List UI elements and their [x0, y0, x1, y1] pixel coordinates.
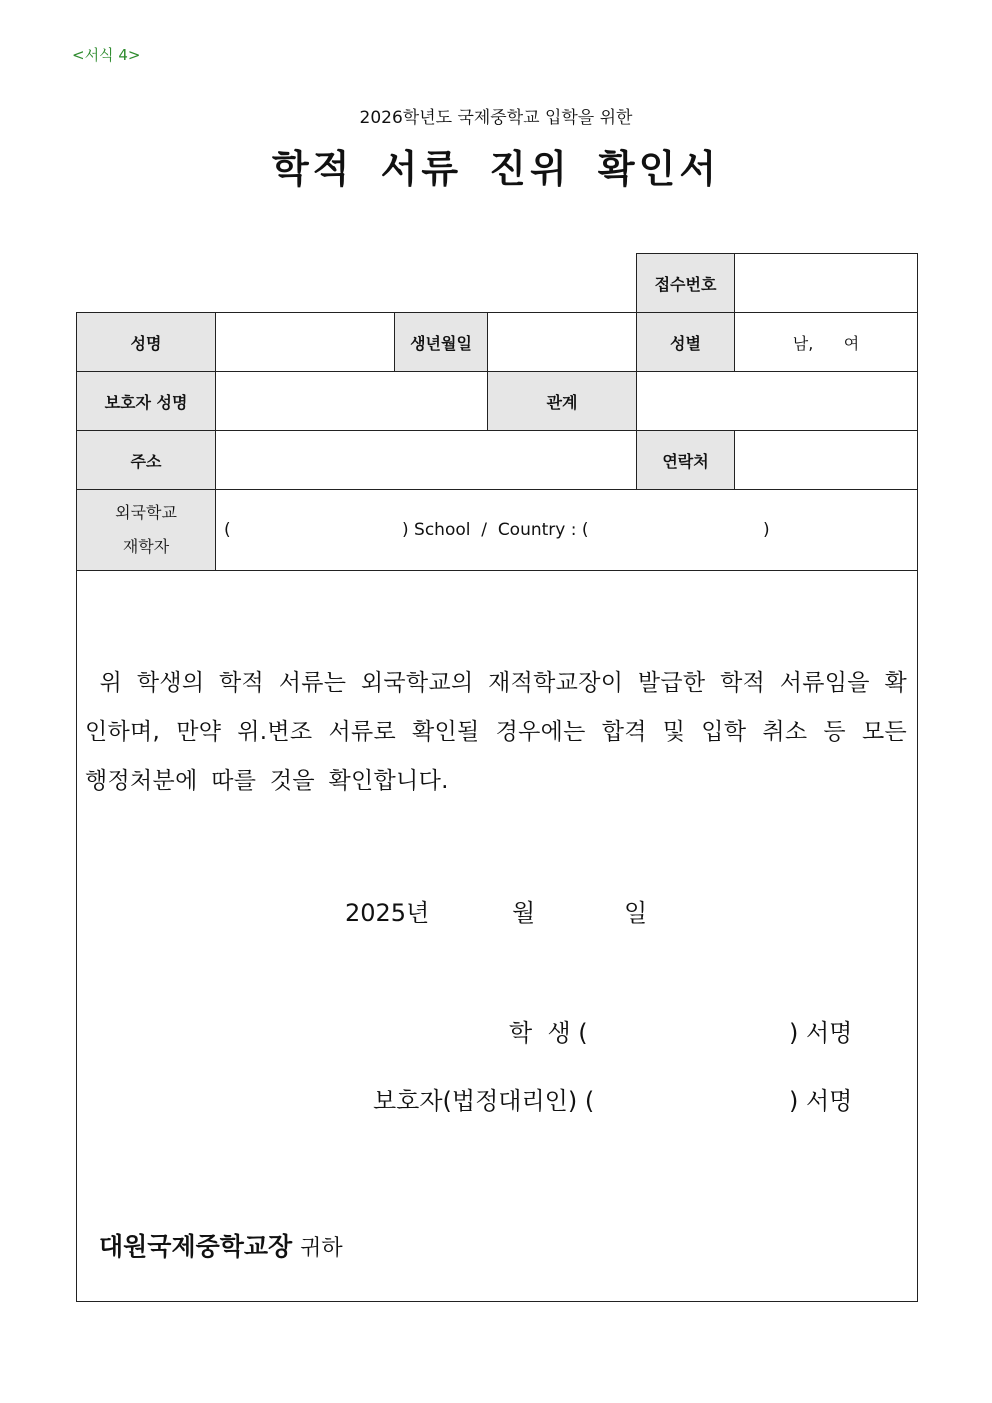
name-field[interactable]	[215, 312, 395, 372]
date-day: 일	[624, 899, 648, 927]
guardian-name-field[interactable]	[215, 371, 488, 431]
foreign-school-label-line1: 외국학교	[115, 503, 177, 522]
address-label: 주소	[76, 430, 216, 490]
foreign-school-field[interactable]	[215, 489, 918, 571]
statement-box	[76, 570, 918, 1302]
form-number-label: <서식 4>	[72, 46, 141, 64]
gender-field[interactable]: 남, 여	[734, 312, 918, 372]
guardian-sign-label: 보호자(법정대리인) (	[373, 1087, 595, 1115]
relation-field[interactable]	[636, 371, 918, 431]
student-sign-label: 학 생 (	[509, 1019, 588, 1047]
statement-text: 위 학생의 학적 서류는 외국학교의 재적학교장이 발급한 학적 서류임을 확인하며, 만약 위.변조 서류로 확인될 경우에는 합격 및 입학 취소 등 모든 행정처분에 따를 것을 확인합니다.	[85, 670, 907, 794]
contact-field[interactable]	[734, 430, 918, 490]
name-label: 성명	[76, 312, 216, 372]
date-year: 2025년	[345, 899, 430, 927]
gender-label: 성별	[636, 312, 735, 372]
foreign-school-label	[76, 489, 216, 571]
contact-label: 연락처	[636, 430, 735, 490]
guardian-sign-field[interactable]	[607, 1081, 608, 1082]
addressee	[99, 1227, 343, 1263]
birth-date-field[interactable]	[487, 312, 637, 372]
foreign-close-paren: )	[763, 520, 770, 540]
receipt-number-label: 접수번호	[636, 253, 735, 313]
guardian-sign-suffix: ) 서명	[789, 1087, 853, 1115]
document-title: 학적 서류 진위 확인서	[271, 147, 721, 191]
birth-date-label: 생년월일	[394, 312, 488, 372]
relation-label: 관계	[487, 371, 637, 431]
date-month: 월	[512, 899, 536, 927]
guardian-name-label: 보호자 성명	[76, 371, 216, 431]
addressee-honorific: 귀하	[300, 1236, 343, 1261]
receipt-number-field[interactable]	[734, 253, 918, 313]
student-sign-suffix: ) 서명	[789, 1019, 853, 1047]
address-field[interactable]	[215, 430, 637, 490]
document-subtitle: 2026학년도 국제중학교 입학을 위한	[359, 108, 633, 128]
addressee-school: 대원국제중학교장	[99, 1232, 293, 1261]
foreign-school-country-text: ) School / Country : (	[402, 520, 589, 540]
foreign-open-paren: (	[224, 520, 231, 540]
foreign-school-label-line2: 재학자	[122, 537, 170, 556]
student-sign-field[interactable]	[607, 1013, 608, 1014]
